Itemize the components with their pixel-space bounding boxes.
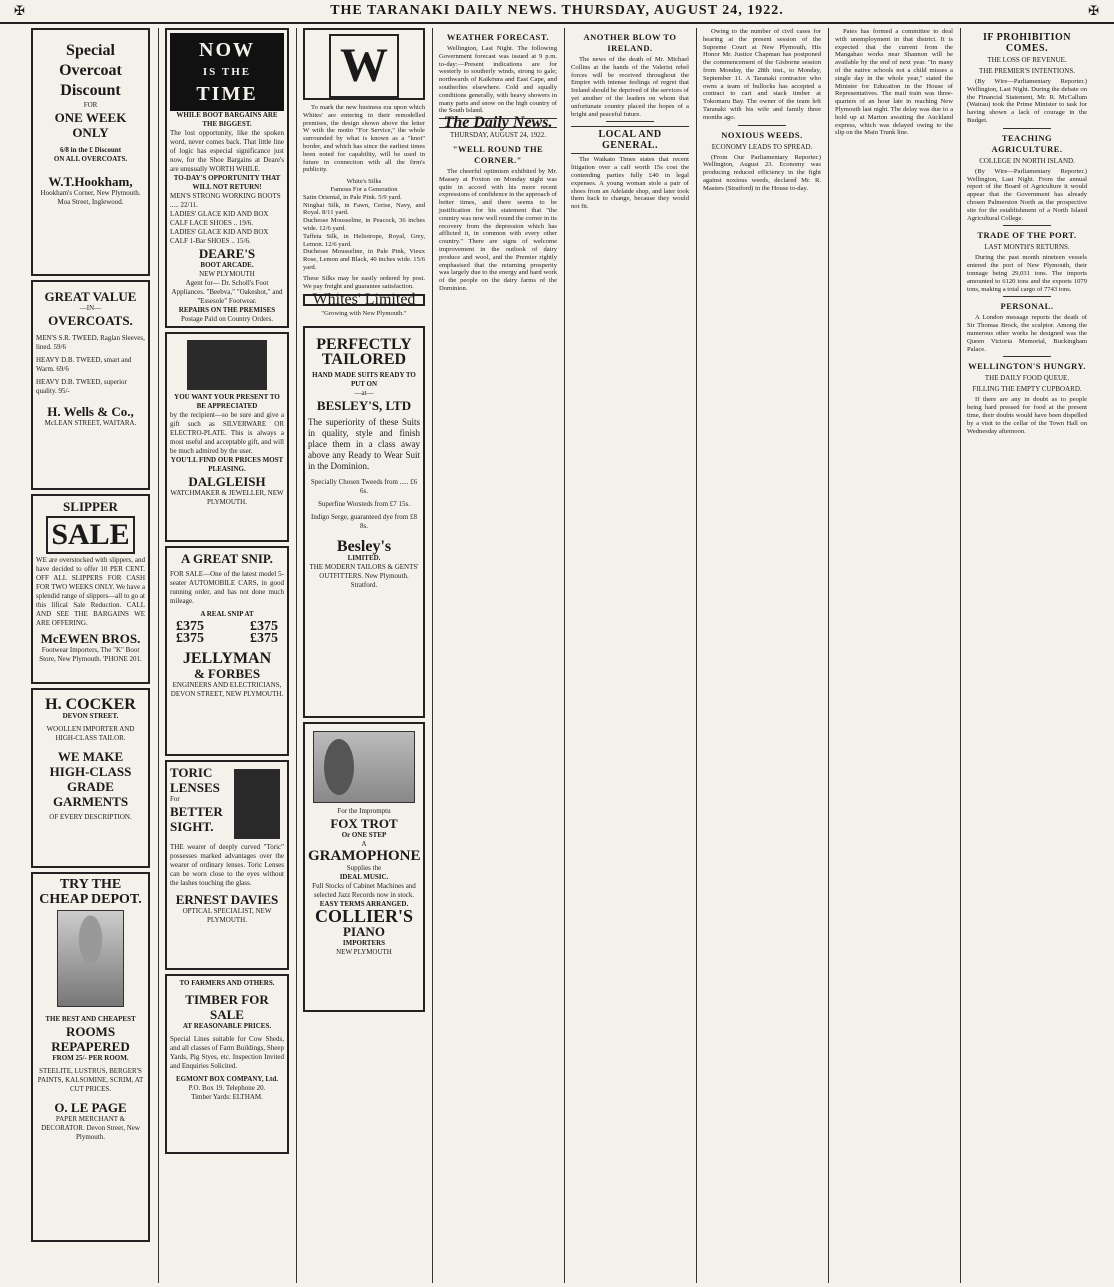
whites-name: Whites' Limited [303, 294, 425, 306]
ad-cocker-line: WE MAKE [57, 749, 124, 764]
ad-deare-item: LADIES' GLACE KID AND BOX CALF 1-Bar SHOES .. 15/6. [170, 228, 269, 245]
ad-dalgleish-name: DALGLEISH [188, 474, 266, 489]
ad-dalgleish-heading: YOU WANT YOUR PRESENT TO BE APPRECIATED [174, 393, 280, 410]
ad-davies-name: ERNEST DAVIES [175, 892, 279, 907]
teaching-heading: TEACHING AGRICULTURE. [991, 132, 1063, 154]
ad-slipper-address: Footwear Importers, The "K" Boot Store, New Plymouth. 'PHONE 201. [39, 646, 142, 663]
ad-hookham [31, 28, 150, 276]
masthead [0, 0, 1114, 24]
trade-heading: TRADE OF THE PORT. [977, 230, 1077, 241]
price-label: £375 [176, 630, 204, 646]
whites-item: Ninghai Silk, in Fawn, Cerise, Navy, and Royal. 8/11 yard. [303, 201, 425, 217]
ad-collier-line: PIANO [343, 923, 385, 939]
column-ads-left [28, 28, 153, 1287]
ad-slipper-sale [31, 494, 150, 684]
ad-besley-line: LIMITED. [347, 553, 381, 562]
ad-lepage-line: ROOMS REPAPERED [51, 1024, 130, 1054]
trade-sub: LAST MONTH'S RETURNS. [984, 243, 1070, 252]
ad-ernest-davies [165, 760, 289, 970]
ad-deare-line: BOOT ARCADE. [200, 261, 254, 269]
ad-deare-name: DEARE'S [198, 246, 256, 261]
hungry-heading: WELLINGTON'S HUNGRY. [968, 361, 1086, 372]
ad-collier-line: For the Impromptu [337, 806, 391, 815]
now-is-the-time-banner [170, 33, 284, 111]
ad-cocker-street: DEVON STREET. [62, 712, 119, 720]
ad-collier-line: Or ONE STEP [341, 830, 387, 839]
ad-le-page [31, 872, 150, 1242]
ad-hookham-line: ONE WEEK [54, 110, 127, 125]
ad-egmont-heading: TO FARMERS AND OTHERS. [179, 979, 275, 987]
ad-egmont-body: Special Lines suitable for Cow Sheds, and all classes of Farm Buildings, Sheep Yards, Pig Styes, etc. Inspection Invited and Enquiries Solicited. [170, 1035, 284, 1070]
ad-besley-price: Superfine Worsteds from £7 15s. [317, 499, 411, 508]
prohibition-sub: THE LOSS OF REVENUE. [987, 56, 1067, 64]
whites-heading: White's Silks [346, 178, 382, 186]
ad-lepage-line: THE BEST AND CHEAPEST [45, 1015, 136, 1023]
news-body: Owing to the number of civil cases for hearing at the present session of the Supreme Court at New Plymouth, His Honor Mr. Justice Chapman has postponed the commencement of the Gisborne session from Monday, the 28th inst., to Monday, September 11. A Taranaki contractor who owns a team of bullocks has accepted a contract to cart and stack timber at Tokomaru Bay. The owner of the team left Taranaki with his wife and family three months ago. [703, 28, 821, 121]
ad-hookham-line: ONLY [72, 125, 109, 140]
daily-news-title: The Daily News. [439, 118, 557, 128]
whites-sub: Famous For a Generation [330, 185, 398, 193]
weeds-body: (From Our Parliamentary Reporter.) Wellington, August 23. Economy was producing reduced efficiency in the fight against noxious weeds, declared Mr. R. Masters (Stratford) in the House to-day. [703, 153, 821, 192]
price-label: £375 [250, 619, 278, 634]
column-news-6 [700, 28, 824, 1287]
column-rule [158, 28, 159, 1283]
whites-w-logo [303, 28, 425, 100]
whites-item: Duchesse Mousseline, in Peacock, 36 inches wide. 12/6 yard. [303, 217, 425, 232]
weeds-heading: NOXIOUS WEEDS. [721, 129, 803, 140]
ad-collier-line: NEW PLYMOUTH [336, 947, 392, 956]
price-label: £375 [250, 630, 278, 646]
masthead-right-mark: ✠ [1088, 3, 1100, 18]
column-rule [696, 28, 697, 1283]
hungry-sub: THE DAILY FOOD QUEUE. [984, 374, 1070, 383]
column-news-7 [832, 28, 956, 1287]
ad-besley-line: —at— [354, 388, 374, 397]
ad-cocker-desc: WOOLLEN IMPORTER AND HIGH-CLASS TAILOR. [46, 725, 135, 742]
eye-illustration-icon [234, 769, 280, 839]
ad-deare-body: The lost opportunity, like the spoken word, never comes back. That little line of logic has especial significance just now, for the Shoe Bargains at Deare's are unusually WORTH WHILE. [170, 129, 284, 173]
personal-body: A London message reports the death of Sir Thomas Brock, the sculptor. Among the numerous other works he designed was the Queen Victoria Memorial, Buckingham Palace. [967, 314, 1087, 353]
w-logo-icon: W [329, 34, 399, 98]
ad-davies-line: LENSES [170, 780, 220, 795]
ad-collier-body: Full Stocks of Cabinet Machines and selected Jazz Records now in stock. [312, 881, 416, 899]
ad-collier-line: Supplies the [346, 863, 382, 872]
ad-besley-price: Indigo Serge, guaranteed dye from £8 8s. [310, 512, 417, 530]
prohibition-heading: IF PROHIBITION COMES. [982, 32, 1072, 54]
ad-egmont-line: P.O. Box 19. Telephone 20. [188, 1084, 266, 1092]
ad-lepage-line: FROM 25/- PER ROOM. [52, 1054, 129, 1062]
ad-egmont-name: EGMONT BOX COMPANY, Ltd. [176, 1075, 278, 1083]
column-rule [564, 28, 565, 1283]
weather-heading: WEATHER FORECAST. [446, 32, 550, 42]
ad-hookham-line: Discount [60, 82, 121, 99]
ad-jellyman-line: A REAL SNIP AT [200, 610, 254, 618]
column-rule [296, 28, 297, 1283]
ad-besley-line: HAND MADE SUITS READY TO PUT ON [312, 370, 416, 388]
masthead-left-mark: ✠ [14, 3, 26, 18]
ad-wells [31, 280, 150, 490]
local-general-heading: LOCAL AND GENERAL. [571, 126, 689, 154]
weeds-sub: ECONOMY LEADS TO SPREAD. [711, 142, 813, 151]
ad-cocker [31, 688, 150, 868]
ad-wells-item: HEAVY D.B. TWEED, superior quality. 95/- [36, 378, 127, 395]
teaching-body: (By Wire—Parliamentary Reporter.) Wellington, Last Night. From the annual report of the Board of Agriculture it would appear that the Government has already chosen Palmerston North as the prospective site for the establishment of a North Island Agricultural College. [967, 167, 1087, 222]
ad-egmont-line: Timber Yards: ELTHAM. [191, 1093, 263, 1101]
ad-deare-item: MEN'S STRONG WORKING BOOTS ..... 22/11. [170, 192, 281, 209]
personal-heading: PERSONAL. [1000, 301, 1054, 312]
ad-jellyman-name: & FORBES [193, 665, 261, 681]
ad-davies-line: SIGHT. [170, 819, 214, 834]
hungry-sub: FILLING THE EMPTY CUPBOARD. [972, 385, 1082, 394]
woman-illustration-icon [57, 910, 124, 1007]
ad-collier-line: FOX TROT [330, 815, 398, 831]
gramophone-illustration-icon [313, 731, 416, 803]
banner-line: NOW [199, 39, 255, 61]
whites-item: Satin Oriental, in Pale Pink. 5/9 yard. [303, 193, 402, 201]
ad-deare-line: NEW PLYMOUTH [199, 270, 255, 278]
ad-hookham-line: 6/8 in the £ Discount [59, 146, 122, 154]
banner-line: IS THE [202, 66, 252, 78]
hungry-body: If there are any in doubt as to people being hard pressed for food at the present time, their doubts would have been dispelled by a visit to the cellar of the Town Hall on Wednesday afternoon. [967, 396, 1087, 435]
ad-besley-line: THE MODERN TAILORS & GENTS' OUTFITTERS. New Plymouth. Stratford. [309, 562, 419, 589]
editorial-heading: "WELL ROUND THE CORNER." [452, 143, 544, 165]
ad-hookham-line: Overcoat [59, 62, 122, 79]
teaching-sub: COLLEGE IN NORTH ISLAND. [979, 156, 1075, 165]
ad-collier-line: EASY TERMS ARRANGED. [319, 899, 409, 908]
ad-cocker-line: OF EVERY DESCRIPTION. [49, 813, 132, 821]
masthead-title: THE TARANAKI DAILY NEWS. THURSDAY, AUGUST 24, 1922. [330, 3, 784, 18]
ad-besley-line: PERFECTLY [316, 335, 412, 353]
ad-lepage-address: PAPER MERCHANT & DECORATOR. Devon Street, New Plymouth. [41, 1115, 140, 1141]
ad-besley-line: TAILORED [321, 350, 407, 368]
ad-besley-name: Besley's [336, 537, 392, 555]
local-general-body: The Waikato Times states that recent litigation over a calf worth 15s cost the contending parties fully £40 in legal expenses. A young woman stole a pair of shoes from an Adelaide shop, and later took them back to change, because they would not fit. [571, 156, 689, 211]
ad-wells-name: H. Wells & Co., [47, 404, 134, 419]
ad-cocker-line: GRADE [67, 779, 114, 794]
present-box-icon [187, 340, 267, 390]
whites-item: Duchesse Mousseline, in Pale Pink, Vieux Rose, Lemon and Black, 40 inches wide. 15/6 yard. [303, 248, 425, 271]
column-rule [828, 28, 829, 1283]
ad-davies-line: BETTER [170, 804, 223, 819]
ad-egmont-line: TIMBER FOR SALE [185, 992, 269, 1022]
ad-dalgleish-line: WATCHMAKER & JEWELLER, NEW PLYMOUTH. [170, 489, 284, 506]
editorial-body: The cheerful optimism exhibited by Mr. Massey at Foxton on Monday night was quite in accord with his more recent expressions of confidence in the approach of better times, and there seems to be justification for his statement that "the country was now well round the corner in its recovery from the depression which has afflicted it, in common with every other country." There are signs of welcome improvement in the outlook of dairy produce and wool, and the Premier rightly emphasised that the returning prosperity was largely due to the energy and hard work of the people on the dairy farms of the Dominion. [439, 167, 557, 292]
column-ads-3 [300, 28, 428, 1287]
news-body: Pates has formed a committee to deal with unemployment in that district. It is expected that the current from the Mangahao works near Shannon will be available by the end of next year. "In many of the native schools not a child misses a single day in the whole year," stated the Minister for Education in the House of Representatives. The mail train was three-quarters of an hour late in reaching New Plymouth last night. The delay was due to a hold up at Marton awaiting the Auckland express, which was delayed owing to the slip on the Main Trunk line. [835, 28, 953, 137]
ad-collier-line: GRAMOPHONE [308, 847, 421, 864]
editorial-date: THURSDAY, AUGUST 24, 1922. [450, 130, 546, 139]
ad-cocker-line: HIGH-CLASS [49, 764, 132, 779]
ad-hookham-address: Hookham's Corner, New Plymouth. [40, 189, 141, 197]
ad-cocker-name: H. COCKER [45, 696, 136, 713]
ad-collier-gramophone [303, 722, 425, 1012]
ad-hookham-line: Special [66, 42, 115, 59]
ad-egmont-box [165, 974, 289, 1154]
ad-jellyman-heading: A GREAT SNIP. [181, 551, 273, 566]
ad-deare-item: LADIES' GLACE KID AND BOX CALF LACE SHOES .. 19/6. [170, 210, 269, 227]
ad-jellyman-name: JELLYMAN [182, 649, 272, 667]
ad-davies-line: TORIC [170, 765, 213, 780]
ad-davies-body: THE wearer of deeply curved "Toric" possesses marked advantages over the wearer of ordinary lenses. Toric Lenses can be worn close to the eyes without the lashes touching the glass. [170, 843, 284, 887]
ad-wells-item: HEAVY D.B. TWEED, smart and Warm. 69/6 [36, 356, 132, 373]
ad-dalgleish-line: YOU'LL FIND OUR PRICES MOST PLEASING. [170, 456, 284, 473]
ad-slipper-heading: SLIPPER [63, 499, 118, 514]
prohibition-sub: THE PREMIER'S INTENTIONS. [979, 67, 1075, 75]
whites-item: Taffeta Silk, in Heliotrope, Royal, Grey, Lemon. 12/6 yard. [303, 232, 425, 248]
ad-deare-line: REPAIRS ON THE PREMISES [178, 306, 276, 314]
ad-wells-address: McLEAN STREET, WAITARA. [44, 419, 137, 427]
ad-slipper-sale-word: SALE [46, 516, 135, 554]
ad-jellyman [165, 546, 289, 756]
ad-jellyman-body: FOR SALE—One of the latest model 5-seater AUTOMOBILE CARS, in good running order, and has not done much mileage. [170, 570, 284, 605]
whites-body: To mark the new business era upon which Whites' are entering in their remodelled premises, the design shown above the letter W with the motto "For Service," the whole surrounded by what is known as a "knot" border, and which has since the earliest times been noted for capability, will be used in future in connection with all the firm's publicity. [303, 104, 425, 174]
ad-deare-line: Postage Paid on Country Orders. [181, 315, 273, 323]
trade-body: During the past month nineteen vessels entered the port of New Plymouth, their tonnage being 29,031 tons. The imports amounted to 6120 tons and the exports 1079 tons, making a total cargo of 7743 tons. [967, 254, 1087, 293]
ad-collier-line: A [361, 839, 367, 848]
ad-davies-line: OPTICAL SPECIALIST, NEW PLYMOUTH. [182, 907, 272, 924]
ad-slipper-name: McEWEN BROS. [40, 631, 141, 646]
ad-cocker-line: GARMENTS [52, 794, 129, 809]
column-editorial [436, 28, 560, 1287]
ad-dalgleish-body: by the recipient—so be sure and give a gift such as SILVERWARE OR ELECTRO-PLATE. This is always a most useful and acceptable gift, and will be much admired by the user. [170, 411, 284, 455]
column-rule [432, 28, 433, 1283]
ad-besley [303, 326, 425, 718]
banner-line: TIME [196, 83, 258, 105]
column-news-5 [568, 28, 692, 1287]
ad-lepage-heading: TRY THE CHEAP DEPOT. [39, 877, 142, 907]
ad-besley-body: The superiority of these Suits in quality, style and finish place them in a class away above any Ready to Wear Suit in the Dominion. [308, 416, 420, 471]
ad-hookham-line: FOR [83, 101, 98, 109]
ad-egmont-line: AT REASONABLE PRICES. [182, 1022, 272, 1030]
ad-hookham-address: Moa Street, Inglewood. [57, 198, 124, 206]
ad-slipper-body: WE are overstocked with slippers, and have decided to offer 10 PER CENT. OFF ALL SLIPPERS FOR CASH FOR TWO WEEKS ONLY. We have a splendid range of slippers—all to go at this lifical Sale Reduction. CALL AND SEE THE BARGAINS WE ARE OFFERING. [36, 556, 145, 627]
ad-besley-name: BESLEY'S, LTD [316, 397, 412, 413]
ad-wells-heading: OVERCOATS. [48, 313, 133, 328]
ad-hookham-line: ON ALL OVERCOATS. [53, 155, 128, 163]
ad-deare-heading: WHILE BOOT BARGAINS ARE THE BIGGEST. [176, 111, 278, 128]
ireland-heading: ANOTHER BLOW TO IRELAND. [583, 32, 677, 53]
ad-deare-line: TO-DAY'S OPPORTUNITY THAT WILL NOT RETURN! [173, 174, 281, 191]
ad-deare [165, 28, 289, 328]
ad-wells-heading: GREAT VALUE [44, 289, 137, 304]
whites-tag: "Growing with New Plymouth." [321, 310, 407, 318]
ireland-body: The news of the death of Mr. Michael Collins at the hands of the Valerist rebel forces will be received throughout the Empire with intense feelings of regret that Ireland should be deprived of the services of yet another of the leaders on whom that unfortunate country placed the hopes of a bright and peaceful future. [571, 56, 689, 118]
ad-lepage-name: O. LE PAGE [54, 1100, 127, 1115]
ad-dalgleish [165, 332, 289, 542]
column-rule [960, 28, 961, 1283]
ad-jellyman-line: ENGINEERS AND ELECTRICIANS, DEVON STREET, NEW PLYMOUTH. [170, 680, 284, 698]
ad-collier-line: IDEAL MUSIC. [339, 872, 389, 881]
column-news-8 [964, 28, 1090, 1287]
prohibition-body: (By Wire—Parliamentary Reporter.) Wellington, Last Night. During the debate on the Financial Statement, Mr. R. McCallum (Wairau) took the Prime Minister to task for having shown a lack of courage in the Budget. [967, 78, 1087, 124]
ad-hookham-name: W.T.Hookham, [48, 174, 133, 189]
weather-body: Wellington, Last Night. The following Government forecast was issued at 9 p.m. to-day:—Present indications are for westerly to southerly winds, strong to gale; northwards of Kaikōura and East Cape, and southerlies elsewhere. Cold and squally conditions generally, with heavy showers in many parts and snow on the high country of the South Island. [439, 45, 557, 115]
ad-wells-item: MEN'S S.R. TWEED, Raglan Sleeves, lined. 59/6 [36, 334, 145, 351]
ad-wells-line: —IN— [79, 304, 102, 312]
ad-deare-line: Agent for— Dr. Scholl's Foot Appliances. "Beebva," "Oakeshot," and "Essesole" Footwear. [171, 279, 283, 305]
ad-collier-line: IMPORTERS [342, 938, 386, 947]
price-label: £375 [176, 619, 204, 634]
ad-davies-line: For [170, 795, 180, 803]
whites-close: These Silks may be easily ordered by post. We pay freight and guarantee satisfaction. [303, 274, 425, 290]
column-ads-2 [162, 28, 292, 1287]
ad-collier-name: COLLIER'S [314, 905, 414, 926]
ad-besley-price: Specially Chosen Tweeds from ..... £6 6s. [310, 477, 418, 495]
ad-lepage-line: STEELITE, LUSTRUS, BERGER'S PAINTS, KALSOMINE, SCRIM, AT CUT PRICES. [37, 1067, 144, 1093]
